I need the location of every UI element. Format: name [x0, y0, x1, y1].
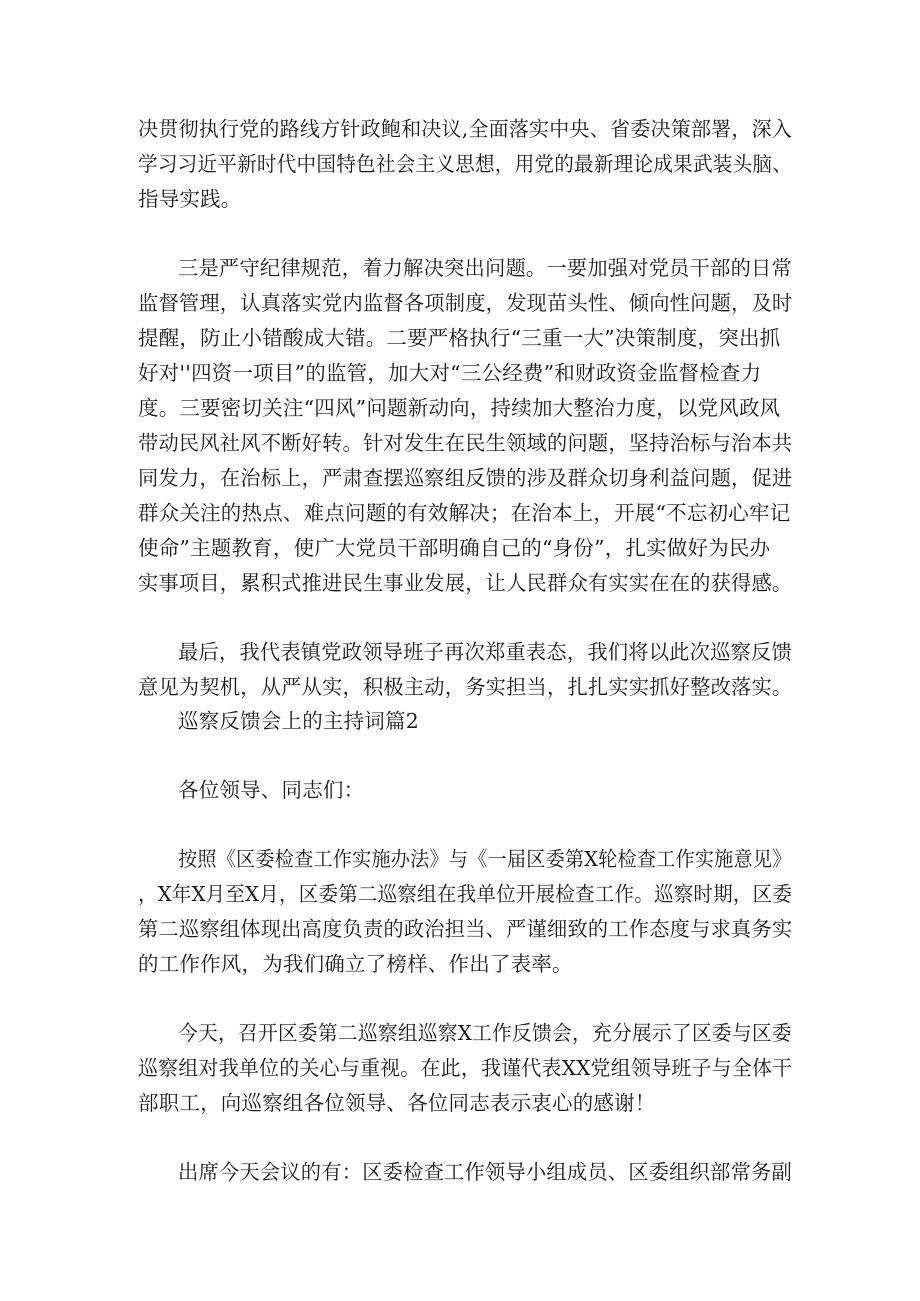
paragraph-2-line-10: 实事项目，累积式推进民生事业发展，让人民群众有实实在在的获得感。 [138, 571, 793, 595]
paragraph-1-line-3: 指导实践。 [138, 187, 242, 211]
paragraph-5-line-3: 第二巡察组体现出高度负责的政治担当、严谨细致的工作态度与求真务实 [138, 917, 793, 941]
paragraph-5-line-2: ，X年X月至X月，区委第二巡察组在我单位开展检查工作。巡察时期，区委 [138, 882, 793, 906]
paragraph-2-line-8: 群众关注的热点、难点问题的有效解决；在治本上，开展“不忘初心牢记 [138, 501, 791, 525]
paragraph-1-line-1: 决贯彻执行党的路线方针政鲍和决议,全面落实中央、省委决策部署，深入 [138, 117, 793, 141]
paragraph-7-line-1: 出席今天会议的有：区委检查工作领导小组成员、区委组织部常务副 [178, 1160, 792, 1184]
paragraph-6-line-1: 今天，召开区委第二巡察组巡察X工作反馈会，充分展示了区委与区委 [178, 1021, 792, 1045]
section-heading: 巡察反馈会上的主持词篇2 [178, 709, 419, 733]
paragraph-2-line-9: 使命”主题教育，使广大党员干部明确自己的“身份”，扎实做好为民办 [138, 536, 771, 560]
paragraph-2-line-4: 好对''四资一项目”的监管，加大对“三公经费”和财政资金监督检查力 [138, 361, 762, 385]
paragraph-2-line-2: 监督管理，认真落实党内监督各项制度，发现苗头性、倾向性问题，及时 [138, 291, 793, 315]
paragraph-2-line-1: 三是严守纪律规范，着力解决突出问题。一要加强对党员干部的日常 [178, 256, 792, 280]
paragraph-2-line-7: 同发力，在治标上，严肃查摆巡察组反馈的涉及群众切身利益问题，促进 [138, 466, 793, 490]
paragraph-3-line-1: 最后，我代表镇党政领导班子再次郑重表态，我们将以此次巡察反馈 [178, 640, 792, 664]
paragraph-6-line-3: 部职工，向巡察组各位领导、各位同志表示衷心的感谢！ [138, 1091, 656, 1115]
salutation: 各位领导、同志们： [178, 778, 365, 802]
paragraph-6-line-2: 巡察组对我单位的关心与重视。在此，我谨代表XX党组领导班子与全体干 [138, 1056, 793, 1080]
paragraph-1-line-2: 学习习近平新时代中国特色社会主义思想，用党的最新理论成果武装头脑、 [138, 152, 793, 176]
paragraph-2-line-6: 带动民风社风不断好转。针对发生在民生领域的问题，坚持治标与治本共 [138, 431, 793, 455]
paragraph-2-line-3: 提醒，防止小错酸成大错。二要严格执行“三重一大”决策制度，突出抓 [138, 326, 781, 350]
paragraph-5-line-4: 的工作作风，为我们确立了榜样、作出了表率。 [138, 952, 573, 976]
paragraph-5-line-1: 按照《区委检查工作实施办法》与《一届区委第X轮检查工作实施意见》 [178, 847, 792, 871]
paragraph-3-line-2: 意见为契机，从严从实，积极主动，务实担当，扎扎实实抓好整改落实。 [138, 675, 793, 699]
paragraph-2-line-5: 度。三要密切关注“四风”问题新动向，持续加大整治力度，以党风政风 [138, 396, 781, 420]
